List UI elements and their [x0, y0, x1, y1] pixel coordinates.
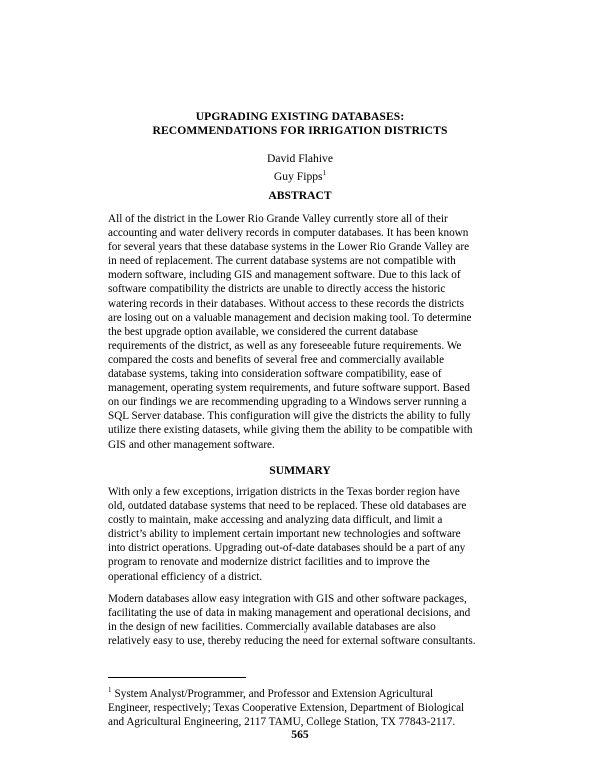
text-line: for several years that these database systems in the Lower Rio Grande Valley are	[108, 241, 470, 254]
text-line: in need of replacement. The current database systems are not compatible with	[108, 255, 456, 268]
text-line: Modern databases allow easy integration with GIS and other software packages,	[108, 593, 467, 605]
footnote-text: System Analyst/Programmer, and Professor and Extension Agricultural	[114, 688, 434, 700]
footnote-line: Engineer, respectively; Texas Cooperative Extension, Department of Biological	[108, 702, 465, 715]
author-name: David Flahive	[266, 152, 333, 165]
text-line: on our findings we are recommending upgrading to a Windows server running a	[108, 396, 467, 409]
text-line: software compatibility the districts are unable to directly access the historic	[108, 283, 446, 296]
text-line: old, outdated database systems that need to be replaced. These old databases are	[108, 500, 467, 513]
summary-heading: SUMMARY	[269, 464, 331, 477]
text-line: management, operating system requirements, and future software support. Based	[108, 382, 470, 395]
text-line: compared the costs and benefits of several free and commercially available	[108, 353, 445, 366]
text-line: in the design of new facilities. Commercially available databases are also	[108, 621, 436, 634]
author-name-text: Guy Fipps	[273, 170, 323, 183]
text-line: operational efficiency of a district.	[108, 570, 263, 583]
text-line: district’s ability to implement certain important new technologies and software	[108, 528, 461, 541]
footnote-separator	[108, 677, 246, 678]
text-line: program to renovate and modernize district facilities and to improve the	[108, 556, 430, 569]
text-line: are losing out on a valuable management and decision making tool. To determine	[108, 311, 472, 324]
paper-title-line-2: RECOMMENDATIONS FOR IRRIGATION DISTRICTS	[152, 124, 448, 137]
paper-title-line-1: UPGRADING EXISTING DATABASES:	[195, 110, 405, 123]
text-line: requirements of the district, as well as any foreseeable future requirements. We	[108, 339, 462, 352]
author-name	[0, 166, 600, 184]
text-line: facilitating the use of data in making management and operational decisions, and	[108, 607, 471, 620]
footnote-line	[108, 683, 498, 701]
text-line: database systems, taking into consideration software compatibility, ease of	[108, 368, 442, 381]
footnote-marker: 1	[108, 686, 112, 694]
text-line: relatively easy to use, thereby reducing the need for external software consultants.	[108, 635, 476, 648]
text-line: All of the district in the Lower Rio Grande Valley currently store all of their	[108, 213, 448, 225]
footnote-line: and Agricultural Engineering, 2117 TAMU, College Station, TX 77843-2117.	[108, 716, 456, 729]
abstract-heading: ABSTRACT	[268, 189, 332, 202]
text-line: SQL Server database. This configuration will give the districts the ability to fully	[108, 410, 471, 423]
text-line: the best upgrade option available, we considered the current database	[108, 325, 419, 338]
text-line: costly to maintain, make accessing and analyzing data difficult, and limit a	[108, 514, 443, 527]
text-line: utilize there existing datasets, while giving them the ability to be compatible with	[108, 424, 473, 437]
text-line: watering records in their databases. Without access to these records the districts	[108, 297, 464, 310]
text-line: modern software, including GIS and management software. Due to this lack of	[108, 269, 461, 282]
text-line: With only a few exceptions, irrigation districts in the Texas border region have	[108, 486, 460, 498]
text-line: accounting and water delivery records in computer databases. It has been known	[108, 227, 469, 240]
page-number: 565	[291, 728, 309, 741]
summary-paragraph-2	[108, 592, 494, 648]
abstract-paragraph	[108, 212, 494, 452]
text-line: into district operations. Upgrading out-of-date databases should be a part of any	[108, 542, 466, 555]
footnote	[108, 683, 498, 729]
summary-paragraph-1	[108, 485, 494, 584]
text-line: GIS and other management software.	[108, 438, 275, 451]
footnote-marker: 1	[322, 169, 327, 177]
